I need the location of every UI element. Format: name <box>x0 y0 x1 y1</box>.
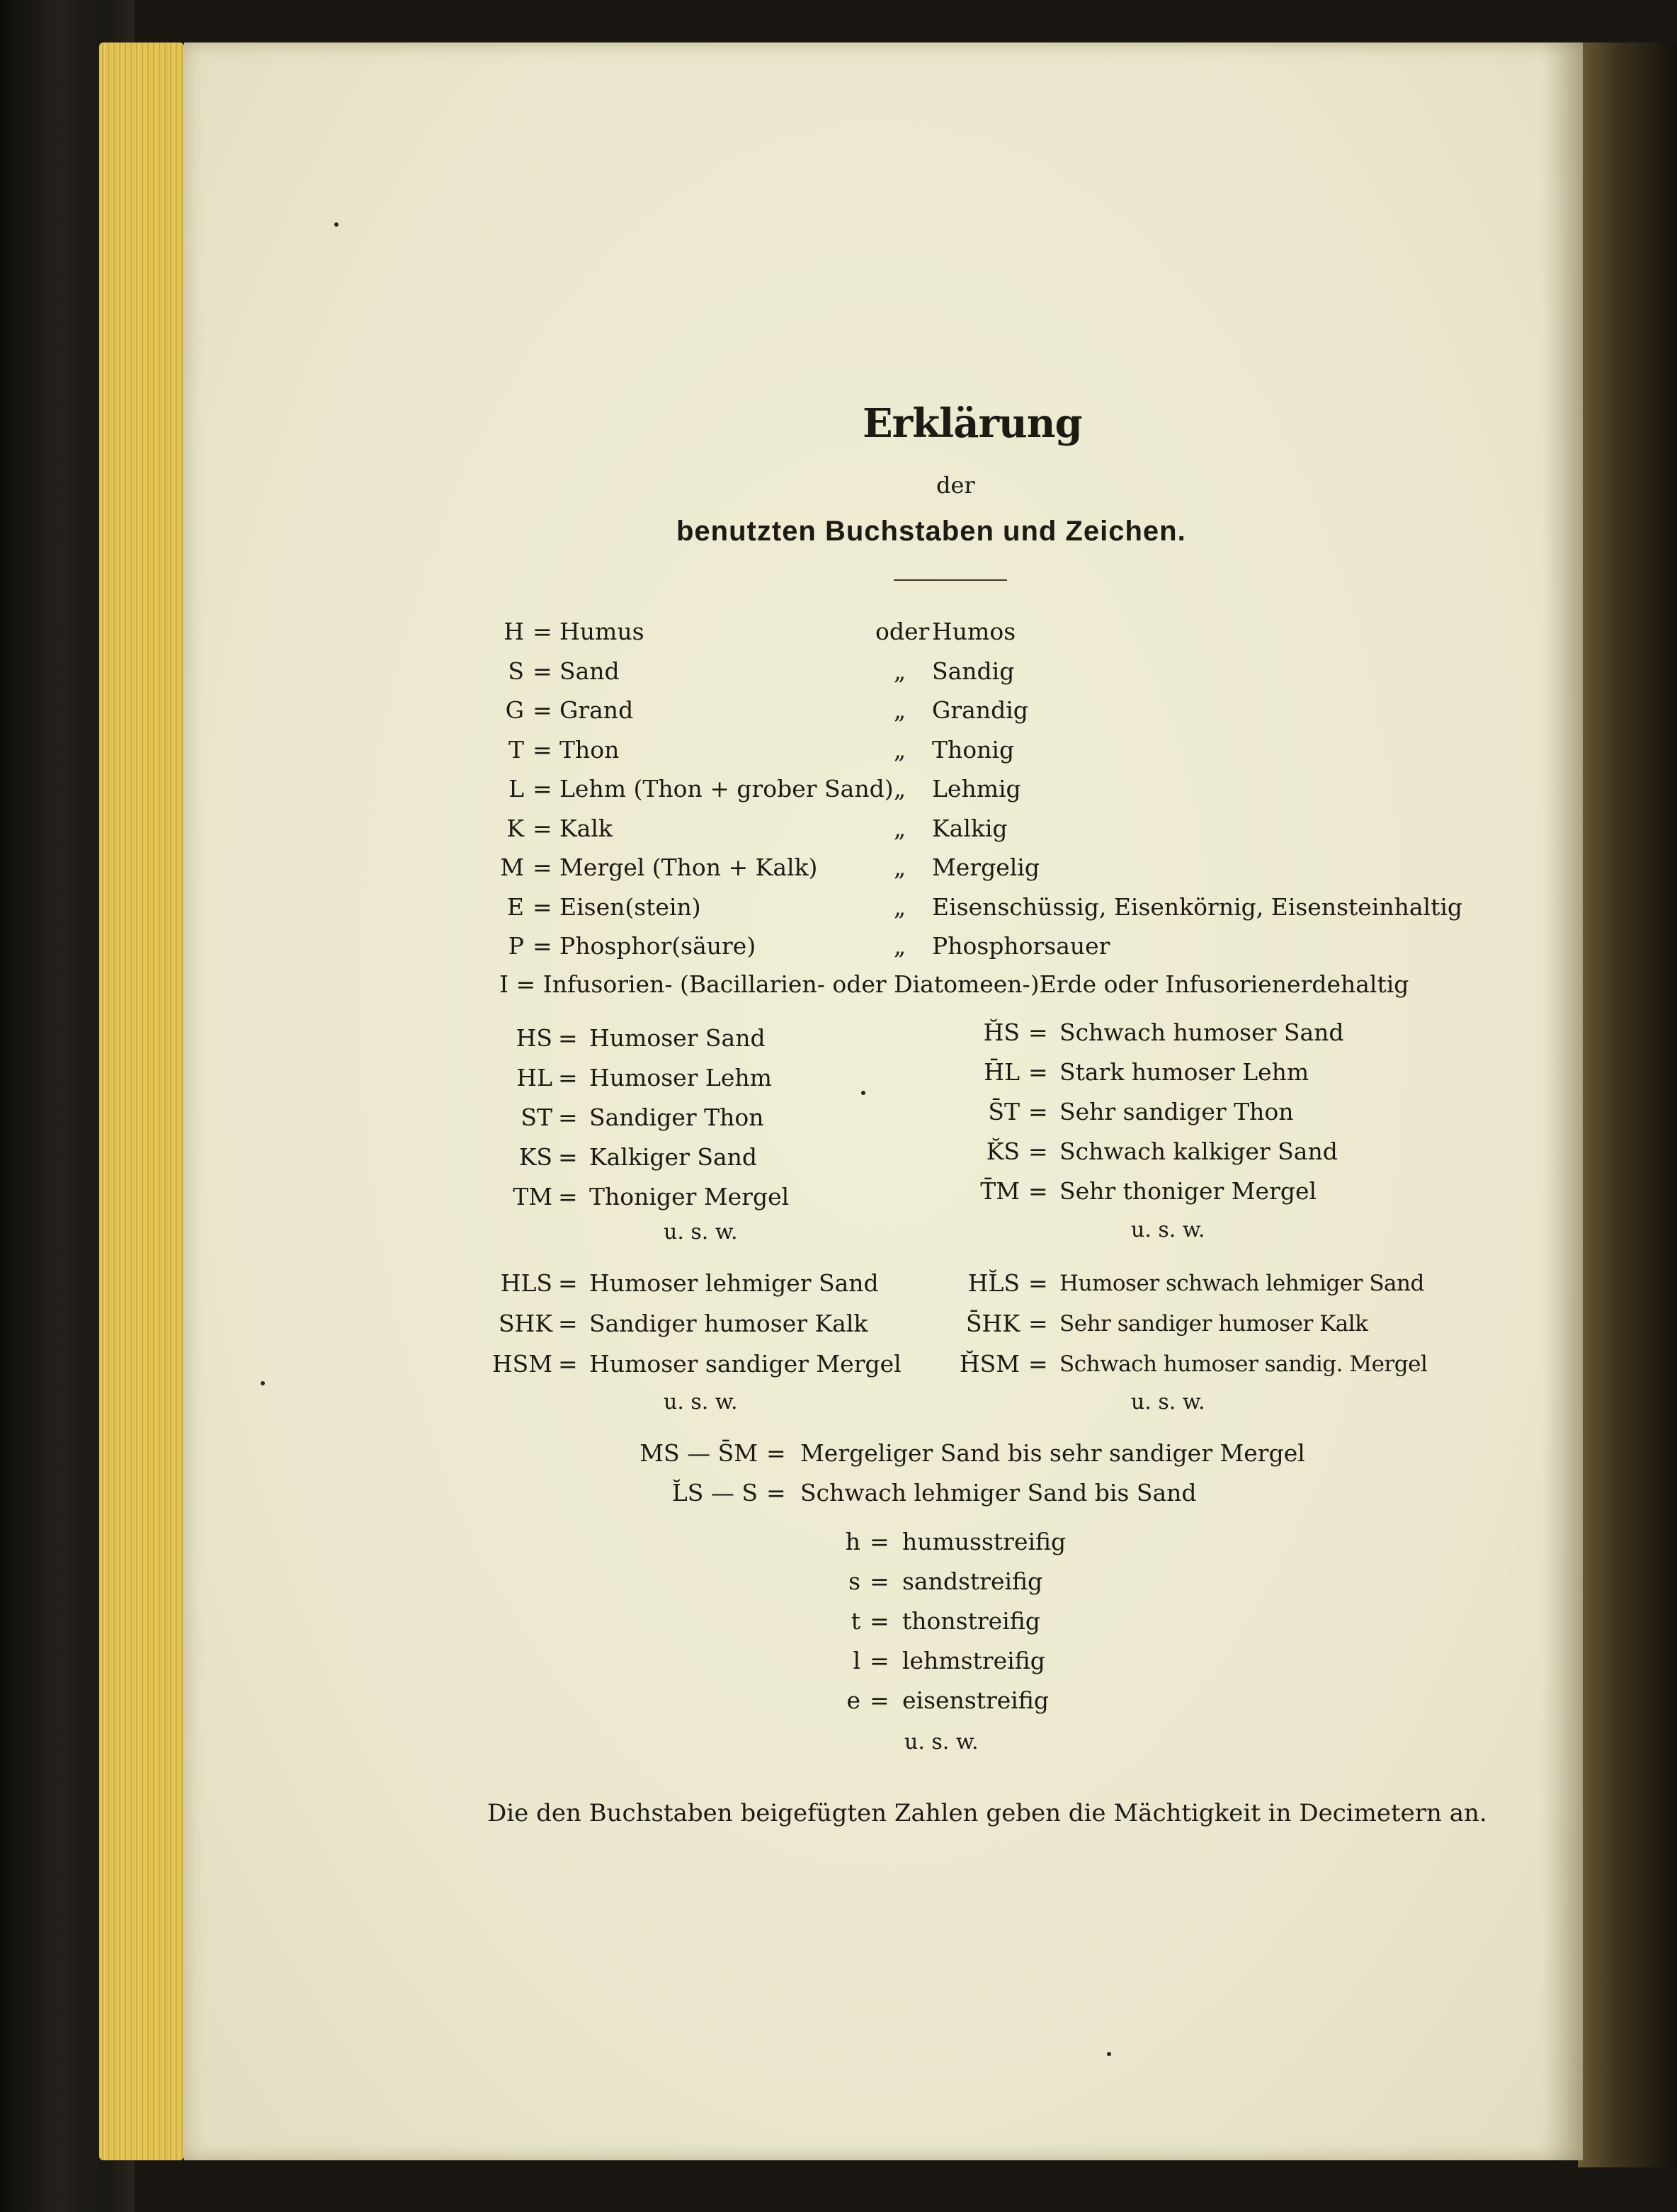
equals-sign: = <box>870 1567 889 1595</box>
ditto-mark: „ <box>894 853 906 881</box>
legend-abbr: T <box>508 736 524 764</box>
streak-meaning: sandstreifig <box>902 1567 1043 1595</box>
equals-sign: = <box>1028 1350 1048 1378</box>
ditto-mark: „ <box>894 932 906 960</box>
pair-abbr-right: S̄T <box>988 1098 1020 1125</box>
legend-meaning: Thon <box>559 736 620 764</box>
triple-meaning-right: Sehr sandiger humoser Kalk <box>1059 1311 1368 1337</box>
equals-sign: = <box>558 1310 578 1337</box>
streak-abbr: e <box>846 1686 860 1714</box>
equals-sign: = <box>558 1104 578 1131</box>
legend-meaning: Grand <box>559 696 634 724</box>
equals-sign: = <box>558 1024 578 1052</box>
book-page <box>184 42 1583 2160</box>
equals-sign: = <box>1028 1138 1048 1165</box>
legend-abbr: L <box>508 775 524 802</box>
legend-adjective: Humos <box>932 618 1016 645</box>
pair-abbr-left: ST <box>521 1104 552 1131</box>
page-gutter-shadow <box>1540 42 1583 2160</box>
speck <box>334 222 339 227</box>
pair-abbr-left: KS <box>518 1143 552 1171</box>
usw-streaks: u. s. w. <box>904 1730 979 1754</box>
streak-meaning: lehmstreifig <box>902 1647 1045 1674</box>
equals-sign: = <box>533 893 552 921</box>
equals-sign: = <box>1028 1177 1048 1205</box>
pair-abbr-right: H̆S <box>983 1019 1020 1046</box>
equals-sign: = <box>533 618 552 645</box>
infusorien-line: I = Infusorien- (Bacillarien- oder Diatomeen-)Erde oder Infusorienerdehaltig <box>499 970 1409 998</box>
streak-meaning: eisenstreifig <box>902 1686 1049 1714</box>
legend-abbr: H <box>504 618 524 645</box>
ditto-mark: „ <box>894 893 906 921</box>
pair-meaning-left: Humoser Sand <box>589 1024 766 1052</box>
pair-abbr-right: H̄L <box>984 1058 1020 1086</box>
pair-abbr-right: T̄M <box>980 1177 1020 1205</box>
pair-meaning-left: Sandiger Thon <box>589 1104 764 1131</box>
pair-abbr-left: HL <box>516 1064 552 1091</box>
triple-meaning-right: Schwach humoser sandig. Mergel <box>1059 1351 1428 1377</box>
legend-adjective: Eisenschüssig, Eisenkörnig, Eisensteinhaltig <box>932 893 1463 921</box>
subtitle: der <box>936 472 975 499</box>
equals-sign: = <box>766 1479 786 1507</box>
streak-meaning: thonstreifig <box>902 1607 1040 1635</box>
streak-abbr: l <box>853 1647 860 1674</box>
range-abbr: L̆S — S <box>671 1479 758 1507</box>
range-abbr: MS — S̄M <box>639 1439 758 1467</box>
pair-meaning-right: Sehr sandiger Thon <box>1059 1098 1294 1125</box>
legend-abbr: K <box>506 815 524 842</box>
page-fore-edge <box>99 42 184 2160</box>
legend-abbr: P <box>508 932 524 960</box>
ditto-mark: „ <box>894 657 906 685</box>
legend-abbr: G <box>505 696 524 724</box>
legend-abbr: E <box>506 893 524 921</box>
equals-sign: = <box>1028 1098 1048 1125</box>
equals-sign: = <box>1028 1019 1048 1046</box>
triple-abbr-left: HLS <box>500 1269 552 1297</box>
usw-left-2: u. s. w. <box>664 1390 738 1414</box>
speck <box>861 1091 865 1095</box>
legend-adjective: Mergelig <box>932 853 1040 881</box>
equals-sign: = <box>1028 1310 1048 1337</box>
legend-meaning: Mergel (Thon + Kalk) <box>559 853 818 881</box>
divider-rule <box>894 579 1007 581</box>
legend-adjective: Grandig <box>932 696 1028 724</box>
pair-meaning-right: Stark humoser Lehm <box>1059 1058 1309 1086</box>
equals-sign: = <box>766 1439 786 1467</box>
speck <box>1107 2052 1111 2056</box>
equals-sign: = <box>533 932 552 960</box>
equals-sign: = <box>558 1350 578 1378</box>
legend-adjective: Phosphorsauer <box>932 932 1110 960</box>
pair-abbr-right: K̆S <box>986 1138 1020 1165</box>
triple-abbr-right: S̄HK <box>965 1310 1020 1337</box>
triple-abbr-left: HSM <box>491 1350 552 1378</box>
equals-sign: = <box>533 775 552 802</box>
legend-meaning: Eisen(stein) <box>559 893 701 921</box>
equals-sign: = <box>558 1269 578 1297</box>
pair-meaning-left: Thoniger Mergel <box>589 1183 790 1210</box>
equals-sign: = <box>533 815 552 842</box>
triple-abbr-left: SHK <box>498 1310 552 1337</box>
pair-abbr-left: HS <box>516 1024 552 1052</box>
equals-sign: = <box>870 1686 889 1714</box>
ditto-mark: „ <box>894 736 906 764</box>
equals-sign: = <box>533 696 552 724</box>
ditto-mark: oder <box>875 618 930 645</box>
range-meaning: Schwach lehmiger Sand bis Sand <box>800 1479 1197 1507</box>
ditto-mark: „ <box>894 696 906 724</box>
page-title: Erklärung <box>863 400 1082 447</box>
legend-abbr: M <box>500 853 524 881</box>
equals-sign: = <box>533 657 552 685</box>
pair-meaning-left: Kalkiger Sand <box>589 1143 758 1171</box>
usw-right-1: u. s. w. <box>1131 1218 1205 1242</box>
usw-left-1: u. s. w. <box>664 1220 738 1244</box>
section-heading: benutzten Buchstaben und Zeichen. <box>676 516 1186 547</box>
legend-meaning: Kalk <box>559 815 613 842</box>
equals-sign: = <box>533 853 552 881</box>
legend-meaning: Lehm (Thon + grober Sand) <box>559 775 894 802</box>
triple-meaning-right: Humoser schwach lehmiger Sand <box>1059 1271 1424 1296</box>
legend-adjective: Sandig <box>932 657 1015 685</box>
range-meaning: Mergeliger Sand bis sehr sandiger Mergel <box>800 1439 1305 1467</box>
ditto-mark: „ <box>894 775 906 802</box>
equals-sign: = <box>870 1528 889 1555</box>
equals-sign: = <box>1028 1269 1048 1297</box>
streak-abbr: t <box>851 1607 860 1635</box>
triple-meaning-left: Sandiger humoser Kalk <box>589 1310 868 1337</box>
legend-adjective: Thonig <box>932 736 1015 764</box>
usw-right-2: u. s. w. <box>1131 1390 1205 1414</box>
triple-abbr-right: HL̆S <box>967 1269 1020 1297</box>
adjacent-page-edge <box>1578 42 1677 2167</box>
streak-meaning: humusstreifig <box>902 1528 1067 1555</box>
speck <box>261 1381 265 1385</box>
pair-meaning-right: Sehr thoniger Mergel <box>1059 1177 1317 1205</box>
equals-sign: = <box>870 1647 889 1674</box>
equals-sign: = <box>1028 1058 1048 1086</box>
ditto-mark: „ <box>894 815 906 842</box>
triple-meaning-left: Humoser lehmiger Sand <box>589 1269 879 1297</box>
triple-abbr-right: H̆SM <box>959 1350 1020 1378</box>
footer-note: Die den Buchstaben beigefügten Zahlen geben die Mächtigkeit in Decimetern an. <box>487 1799 1487 1827</box>
equals-sign: = <box>533 736 552 764</box>
legend-adjective: Lehmig <box>932 775 1021 802</box>
legend-adjective: Kalkig <box>932 815 1008 842</box>
equals-sign: = <box>558 1143 578 1171</box>
pair-meaning-right: Schwach kalkiger Sand <box>1059 1138 1338 1165</box>
legend-meaning: Phosphor(säure) <box>559 932 756 960</box>
pair-abbr-left: TM <box>513 1183 552 1210</box>
equals-sign: = <box>870 1607 889 1635</box>
pair-meaning-left: Humoser Lehm <box>589 1064 772 1091</box>
legend-meaning: Humus <box>559 618 644 645</box>
equals-sign: = <box>558 1183 578 1210</box>
equals-sign: = <box>558 1064 578 1091</box>
streak-abbr: s <box>848 1567 860 1595</box>
triple-meaning-left: Humoser sandiger Mergel <box>589 1350 902 1378</box>
streak-abbr: h <box>845 1528 860 1555</box>
legend-meaning: Sand <box>559 657 620 685</box>
pair-meaning-right: Schwach humoser Sand <box>1059 1019 1344 1046</box>
legend-abbr: S <box>508 657 524 685</box>
